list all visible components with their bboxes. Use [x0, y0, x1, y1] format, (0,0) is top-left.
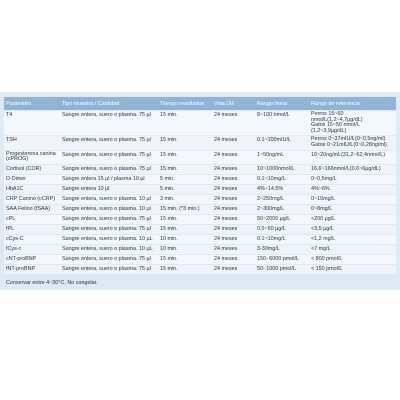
- table-cell: 8~100 nmol/L: [255, 111, 309, 135]
- table-cell: 4%~14.5%: [255, 185, 309, 194]
- table-cell: Sangre entera 10 µl: [60, 185, 158, 194]
- table-cell: cNT-proBNP: [4, 255, 60, 264]
- table-cell: Sangre entera, suero o plasma. 75 µl: [60, 225, 158, 234]
- table-row: [4, 151, 396, 164]
- table-cell: 24 meses: [212, 151, 255, 164]
- table-cell: fNT-proBNP: [4, 265, 60, 274]
- table-body: [4, 111, 396, 274]
- column-header: Tiempo resultados: [158, 97, 212, 110]
- table-cell: 0.1~10mg/L: [255, 235, 309, 244]
- table-cell: <7 mg/L: [309, 245, 396, 254]
- table-cell: Sangre entera, suero o plasma. 75 µl: [60, 151, 158, 164]
- table-row: [4, 195, 396, 204]
- table-cell: 24 meses: [212, 165, 255, 174]
- table-cell: 2~300mg/L: [255, 205, 309, 214]
- column-header: Rango de referencia: [309, 97, 396, 110]
- table-cell: 0.1~100mIU/L: [255, 136, 309, 149]
- table-row: [4, 185, 396, 194]
- table-cell: 24 meses: [212, 175, 255, 184]
- table-cell: Sangre entera, suero o plasma. 10 µl: [60, 205, 158, 214]
- table-cell: D-Dimer: [4, 175, 60, 184]
- table-cell: 3 min.: [158, 195, 212, 204]
- table-cell: 3-30mg/L: [255, 245, 309, 254]
- table-cell: HbA1C: [4, 185, 60, 194]
- table-cell: 24 meses: [212, 195, 255, 204]
- table-cell: 10~1000nmol/L: [255, 165, 309, 174]
- table-cell: 2~250mg/L: [255, 195, 309, 204]
- table-cell: 24 meses: [212, 111, 255, 135]
- table-cell: < 150 pmol/L: [309, 265, 396, 274]
- table-cell: Progesterona canina (cPROG): [4, 151, 60, 164]
- specs-table: [4, 96, 396, 275]
- table-cell: 15 min. (*3 min.): [158, 205, 212, 214]
- table-cell: cCys-C: [4, 235, 60, 244]
- column-header: Parámetro: [4, 97, 60, 110]
- table-row: [4, 235, 396, 244]
- table-row: [4, 136, 396, 149]
- column-header: Vida Útil: [212, 97, 255, 110]
- column-header: Tipo muestra / Cantidad: [60, 97, 158, 110]
- table-cell: 24 meses: [212, 185, 255, 194]
- table-cell: Sangre entera, suero o plasma. 10 µL: [60, 245, 158, 254]
- table-cell: 24 meses: [212, 136, 255, 149]
- table-cell: Sangre entera, suero o plasma. 10 µl: [60, 195, 158, 204]
- table-cell: 15 min.: [158, 136, 212, 149]
- table-cell: Sangre entera, suero o plasma. 75 µl: [60, 265, 158, 274]
- table-cell: 0~8mg/L: [309, 205, 396, 214]
- table-row: [4, 165, 396, 174]
- table-cell: 15 min.: [158, 215, 212, 224]
- table-cell: 50- 1000 pmol/L: [255, 265, 309, 274]
- table-cell: 0.5~50 µg/L: [255, 225, 309, 234]
- table-cell: 24 meses: [212, 255, 255, 264]
- table-cell: <3,5 µg/L: [309, 225, 396, 234]
- table-cell: Sangre entera, suero o plasma. 75 µl: [60, 111, 158, 135]
- table-cell: 16,6~166nmol/L(0,6~6µg/dL): [309, 165, 396, 174]
- table-cell: 15 min.: [158, 265, 212, 274]
- specs-panel: [0, 92, 400, 290]
- table-row: [4, 111, 396, 135]
- table-cell: 5 min.: [158, 175, 212, 184]
- table-cell: Sangre entera, suero o plasma. 75 µl: [60, 165, 158, 174]
- table-row: [4, 255, 396, 264]
- column-header: Rango lineal: [255, 97, 309, 110]
- table-cell: 15 min.: [158, 111, 212, 135]
- table-cell: 10~20ng/mL(31,2~62,4nmol/L): [309, 151, 396, 164]
- table-cell: 24 meses: [212, 235, 255, 244]
- table-header: [4, 97, 396, 110]
- table-cell: 24 meses: [212, 205, 255, 214]
- table-cell: 10 min.: [158, 235, 212, 244]
- table-cell: 150- 6000 pmol/L: [255, 255, 309, 264]
- table-cell: 5 min.: [158, 185, 212, 194]
- table-cell: 1~50ng/mL: [255, 151, 309, 164]
- table-row: [4, 265, 396, 274]
- header-row: [4, 97, 396, 110]
- table-cell: cPL: [4, 215, 60, 224]
- table-cell: Perros 0~37mIU/L(0~0,5ng/ml) Gatos 0~21mIU/L(0~0,28ng/ml): [309, 136, 396, 149]
- table-cell: 0~10mg/L: [309, 195, 396, 204]
- table-cell: 0~0,5mg/L: [309, 175, 396, 184]
- table-row: [4, 175, 396, 184]
- table-cell: 10 min.: [158, 245, 212, 254]
- table-row: [4, 225, 396, 234]
- table-cell: CRP Canino (cCRP): [4, 195, 60, 204]
- table-cell: 24 meses: [212, 265, 255, 274]
- table-cell: 24 meses: [212, 245, 255, 254]
- table-cell: SAA Felino (fSAA): [4, 205, 60, 214]
- table-row: [4, 215, 396, 224]
- table-cell: < 800 pmol/L: [309, 255, 396, 264]
- table-cell: <200 µg/L: [309, 215, 396, 224]
- table-cell: 4%~6%: [309, 185, 396, 194]
- table-cell: Sangre entera, suero o plasma. 75 µl: [60, 215, 158, 224]
- table-cell: Cortisol (COR): [4, 165, 60, 174]
- table-cell: 15 min.: [158, 151, 212, 164]
- table-cell: 15 min.: [158, 225, 212, 234]
- table-row: [4, 205, 396, 214]
- table-cell: 24 meses: [212, 215, 255, 224]
- table-cell: Sangre entera, suero o plasma. 10 µL: [60, 235, 158, 244]
- table-cell: Perros 15~60 nmol/L(1,2~4,7µg/dL) Gatos 15~50 nmol/L (1,2~3,9µg/dL): [309, 111, 396, 135]
- table-cell: 0.1~10mg/L: [255, 175, 309, 184]
- table-cell: 15 min.: [158, 165, 212, 174]
- table-cell: Sangre entera, suero o plasma. 75 µl: [60, 255, 158, 264]
- table-row: [4, 245, 396, 254]
- table-cell: fPL: [4, 225, 60, 234]
- table-cell: 50~2000 µg/L: [255, 215, 309, 224]
- table-cell: T4: [4, 111, 60, 135]
- table-cell: fCys-c: [4, 245, 60, 254]
- table-cell: Sangre entera 15 µl / plasma 10 µl: [60, 175, 158, 184]
- table-cell: 15 min.: [158, 255, 212, 264]
- storage-note: Conservar entre 4~30°C. No congelar.: [6, 280, 98, 286]
- table-cell: <1,2 mg/L: [309, 235, 396, 244]
- table-cell: 24 meses: [212, 225, 255, 234]
- table-cell: TSH: [4, 136, 60, 149]
- table-cell: Sangre entera, suero o plasma. 75 µl: [60, 136, 158, 149]
